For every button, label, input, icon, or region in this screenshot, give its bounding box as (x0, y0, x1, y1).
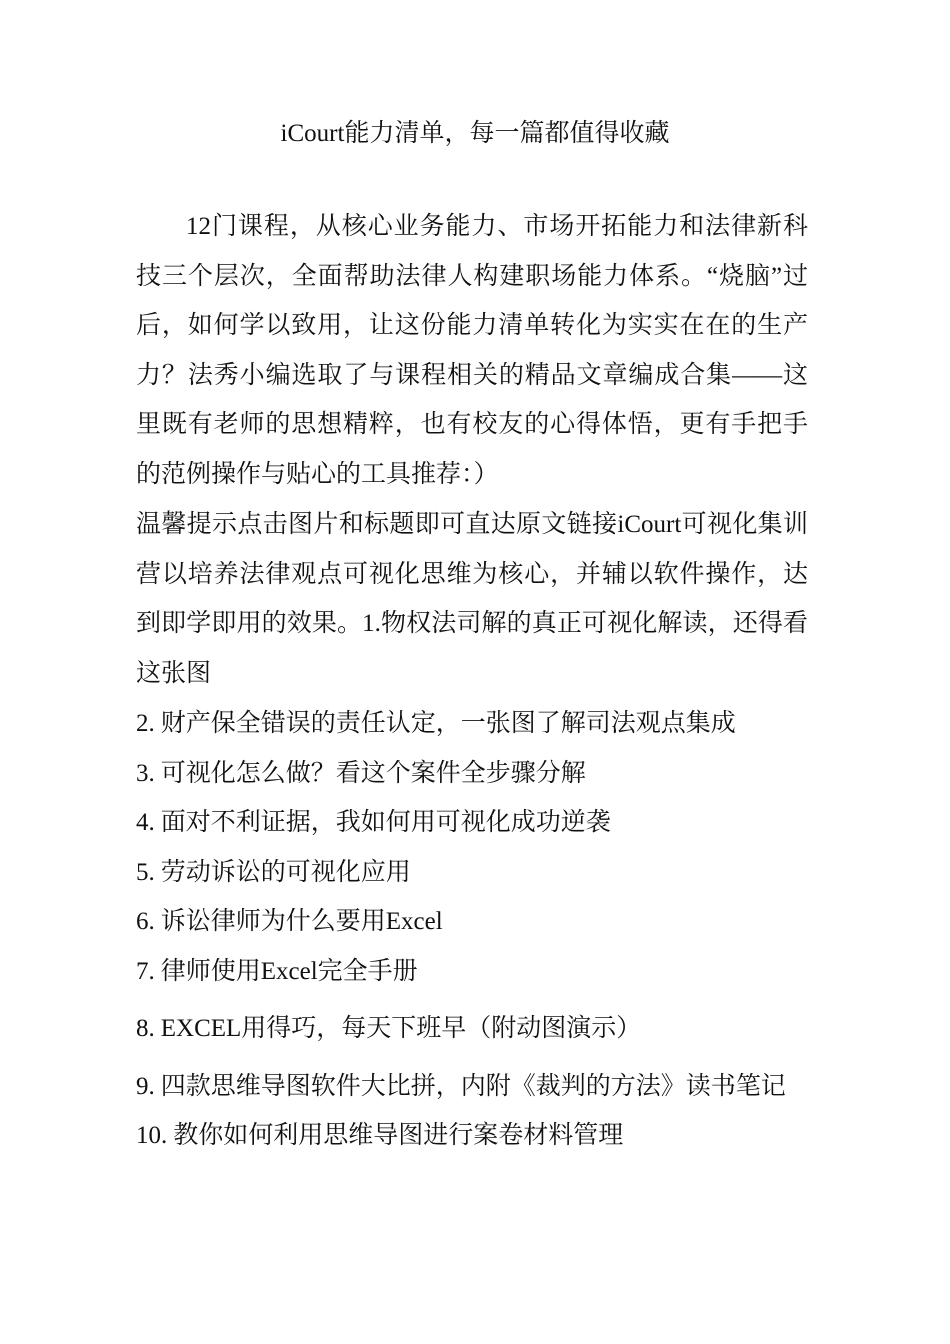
document-title: iCourt能力清单，每一篇都值得收藏 (280, 120, 670, 147)
list-item[interactable] (136, 897, 816, 947)
article-link[interactable]: 财产保全错误的责任认定，一张图了解司法观点集成 (160, 710, 736, 737)
article-link[interactable]: 诉讼律师为什么要用Excel (160, 908, 443, 935)
list-item-number: 8. (136, 1015, 155, 1042)
list-item-number: 9. (136, 1072, 155, 1100)
list-item-number: 7. (136, 957, 155, 985)
list-item-number: 3. (136, 759, 155, 787)
list-item[interactable] (136, 1111, 816, 1161)
list-item[interactable] (136, 699, 816, 749)
tip-paragraph[interactable]: 温馨提示点击图片和标题即可直达原文链接iCourt可视化集训营以培养法律观点可视化思维为核心，并辅以软件操作，达到即学即用的效果。1.物权法司解的真正可视化解读，还得看这张图 (136, 511, 808, 687)
article-link[interactable]: EXCEL用得巧，每天下班早（附动图演示） (160, 1015, 642, 1042)
article-link[interactable]: 四款思维导图软件大比拼，内附《裁判的方法》读书笔记 (160, 1072, 786, 1100)
list-item-number: 2. (136, 710, 155, 737)
list-item-number: 5. (136, 858, 155, 886)
list-item-number: 4. (136, 809, 155, 836)
list-item[interactable] (136, 848, 816, 898)
article-link[interactable]: 教你如何利用思维导图进行案卷材料管理 (173, 1122, 624, 1149)
list-item-number: 10. (136, 1122, 168, 1149)
list-item[interactable] (136, 749, 816, 799)
article-link[interactable]: 律师使用Excel完全手册 (160, 957, 418, 985)
article-link[interactable]: 面对不利证据，我如何用可视化成功逆袭 (160, 809, 611, 836)
list-item[interactable] (136, 947, 816, 997)
article-list (136, 699, 816, 1161)
article-link[interactable]: 可视化怎么做？看这个案件全步骤分解 (160, 759, 586, 787)
list-item[interactable] (136, 798, 816, 848)
intro-paragraph: 12门课程，从核心业务能力、市场开拓能力和法律新科技三个层次，全面帮助法律人构建职场能力体系。“烧脑”过后，如何学以致用，让这份能力清单转化为实实在在的生产力？法秀小编选取了与课程相关的精品文章编成合集——这里既有老师的思想精粹，也有校友的心得体悟，更有手把手的范例操作与贴心的工具推荐：） (136, 213, 808, 488)
article-link[interactable]: 劳动诉讼的可视化应用 (160, 858, 411, 886)
list-item[interactable] (136, 1004, 816, 1054)
list-item-number: 6. (136, 908, 155, 935)
list-item[interactable] (136, 1062, 816, 1112)
